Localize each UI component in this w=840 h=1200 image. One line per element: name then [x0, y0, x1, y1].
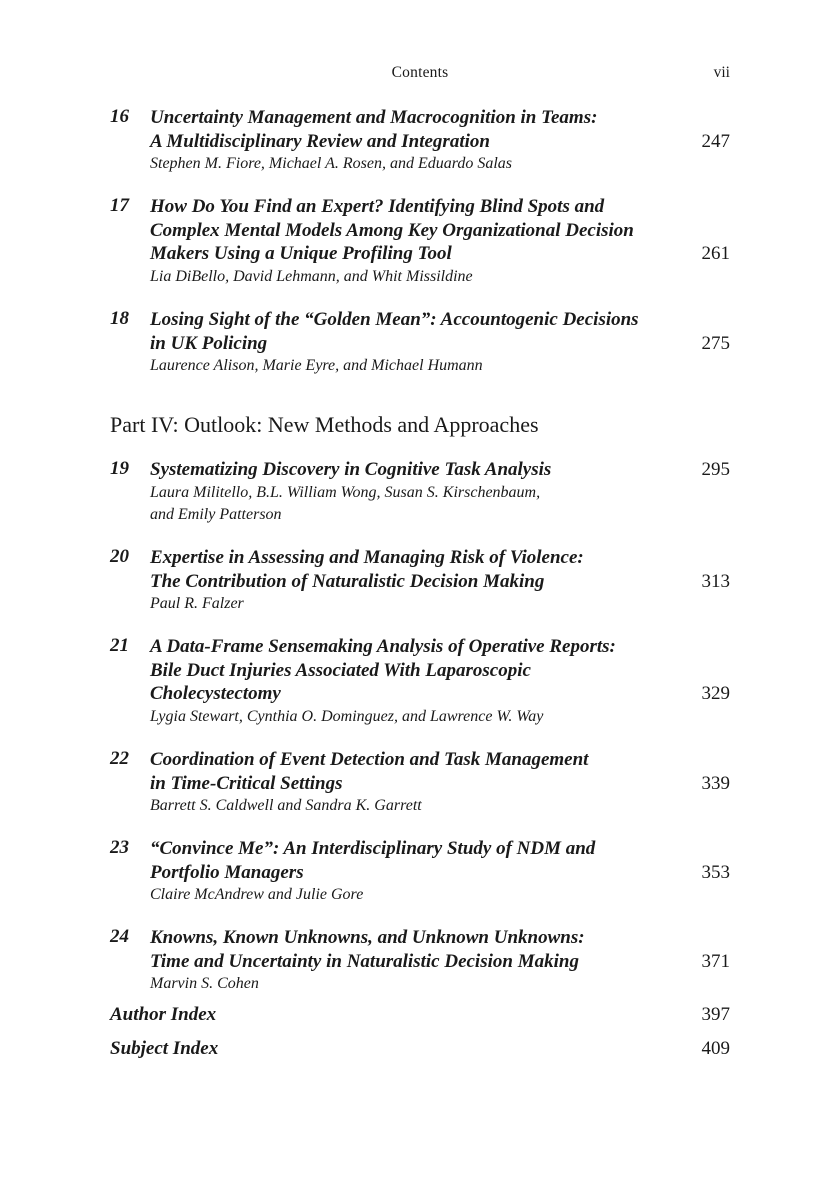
toc-entry-18[interactable]: [110, 308, 730, 377]
chapter-page-number: 353: [701, 861, 730, 883]
toc-entry-22[interactable]: [110, 748, 730, 817]
chapter-title: Knowns, Known Unknowns, and Unknown Unknowns: Time and Uncertainty in Naturalistic Decision Making: [150, 927, 585, 972]
chapter-title: Coordination of Event Detection and Task Management in Time-Critical Settings: [150, 749, 589, 794]
chapter-title: Losing Sight of the “Golden Mean”: Accountogenic Decisions in UK Policing: [150, 309, 639, 354]
chapter-title: A Data-Frame Sensemaking Analysis of Operative Reports: Bile Duct Injuries Associated With Laparoscopic Cholecystectomy: [150, 636, 616, 704]
chapter-page-number: 371: [701, 950, 730, 972]
header-page-number: vii: [713, 64, 730, 81]
chapter-title: Uncertainty Management and Macrocognition in Teams: A Multidisciplinary Review and Integration: [150, 107, 598, 152]
running-header: [110, 64, 730, 86]
chapter-authors: Stephen M. Fiore, Michael A. Rosen, and Eduardo Salas: [150, 155, 513, 172]
chapter-number: 22: [110, 748, 129, 769]
chapter-title: Expertise in Assessing and Managing Risk of Violence: The Contribution of Naturalistic Decision Making: [150, 547, 584, 592]
chapter-authors: Laurence Alison, Marie Eyre, and Michael Humann: [150, 357, 483, 374]
chapter-number: 18: [110, 308, 129, 329]
index-label: Author Index: [110, 1004, 217, 1025]
chapter-page-number: 313: [701, 570, 730, 592]
toc-entry-author-index[interactable]: [110, 1003, 730, 1027]
chapter-title: How Do You Find an Expert? Identifying Blind Spots and Complex Mental Models Among Key Organizational Decision Makers Using a Unique Profiling Tool: [150, 196, 634, 264]
chapter-number: 17: [110, 195, 129, 216]
chapter-authors: Marvin S. Cohen: [150, 975, 259, 992]
chapter-number: 24: [110, 926, 129, 947]
index-label: Subject Index: [110, 1038, 219, 1059]
chapter-number: 19: [110, 458, 129, 479]
toc-entry-19[interactable]: [110, 458, 730, 526]
toc-entry-21[interactable]: [110, 635, 730, 728]
chapter-page-number: 295: [701, 459, 730, 480]
chapter-authors: Paul R. Falzer: [150, 595, 244, 612]
chapter-authors: Laura Militello, B.L. William Wong, Susan S. Kirschenbaum, and Emily Patterson: [150, 483, 541, 523]
toc-entry-24[interactable]: [110, 926, 730, 995]
toc-entry-23[interactable]: [110, 837, 730, 906]
toc-entry-16[interactable]: [110, 106, 730, 175]
chapter-page-number: 329: [701, 683, 730, 704]
chapter-authors: Lygia Stewart, Cynthia O. Dominguez, and Lawrence W. Way: [150, 707, 544, 725]
chapter-page-number: 339: [701, 772, 730, 794]
running-title: Contents: [391, 64, 449, 81]
chapter-title: Systematizing Discovery in Cognitive Task Analysis: [150, 459, 552, 480]
chapter-number: 23: [110, 837, 129, 858]
chapter-number: 21: [110, 635, 129, 656]
index-page-number: 397: [701, 1004, 730, 1025]
toc-entry-17[interactable]: [110, 195, 730, 288]
chapter-number: 16: [110, 106, 129, 127]
toc-entry-subject-index[interactable]: [110, 1037, 730, 1061]
chapter-number: 20: [110, 546, 129, 567]
chapter-title: “Convince Me”: An Interdisciplinary Study of NDM and Portfolio Managers: [150, 838, 596, 883]
chapter-page-number: 247: [701, 130, 730, 152]
chapter-page-number: 261: [701, 243, 730, 264]
chapter-page-number: 275: [701, 332, 730, 354]
toc-entry-20[interactable]: [110, 546, 730, 615]
chapter-authors: Barrett S. Caldwell and Sandra K. Garrett: [150, 797, 422, 814]
chapter-authors: Claire McAndrew and Julie Gore: [150, 886, 364, 903]
chapter-authors: Lia DiBello, David Lehmann, and Whit Missildine: [150, 267, 473, 285]
part-heading: Part IV: Outlook: New Methods and Approaches: [110, 412, 539, 437]
index-page-number: 409: [701, 1038, 730, 1059]
